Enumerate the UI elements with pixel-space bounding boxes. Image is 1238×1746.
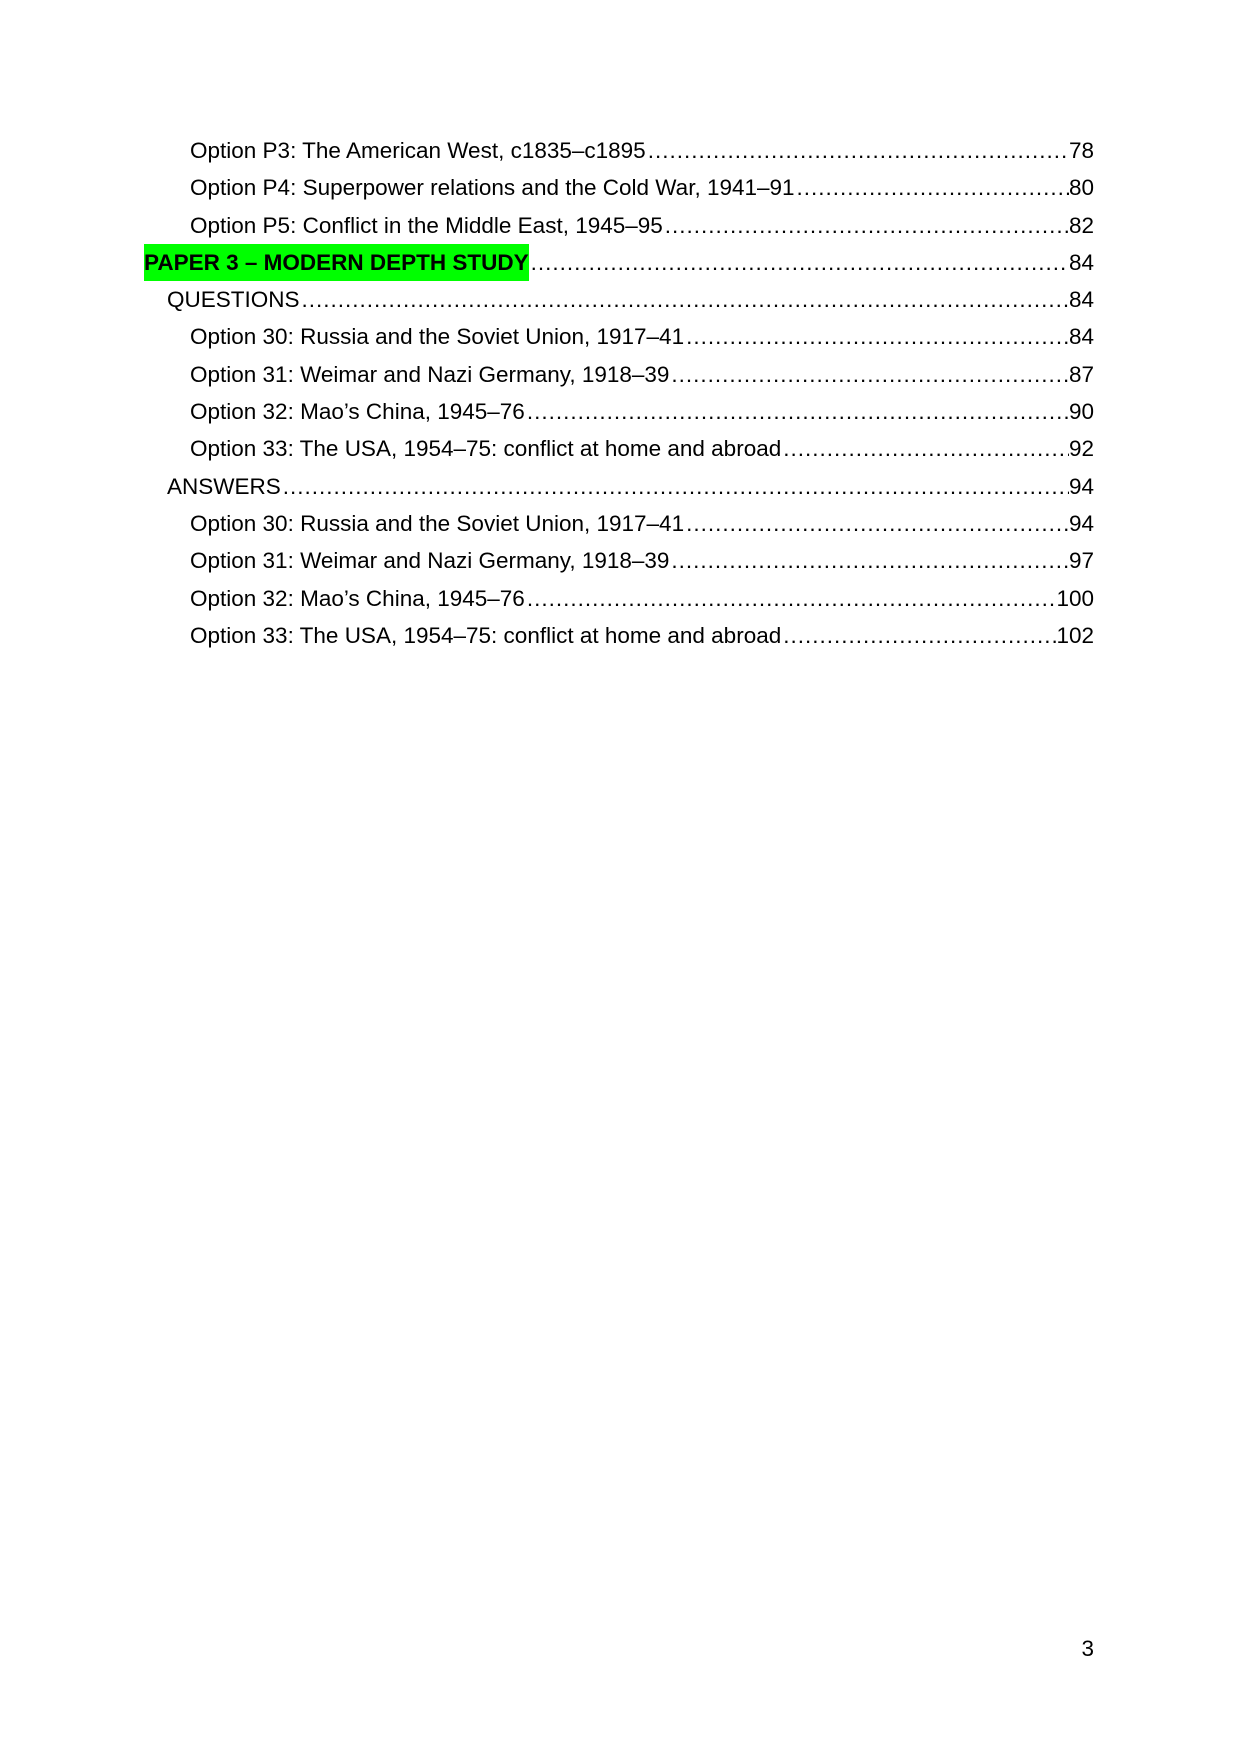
toc-entry-page: 84 xyxy=(1068,249,1094,275)
toc-entry-title: Option P3: The American West, c1835–c1895 xyxy=(190,138,646,163)
toc-entry-page: 87 xyxy=(1068,361,1094,387)
toc-section-heading: PAPER 3 – MODERN DEPTH STUDY xyxy=(144,244,529,281)
toc-entry[interactable] xyxy=(144,169,1094,206)
toc-dot-leader xyxy=(781,430,1069,467)
toc-entry[interactable] xyxy=(144,430,1094,467)
toc-dot-leader xyxy=(684,318,1069,355)
page-number: 3 xyxy=(1081,1636,1094,1661)
toc-entry-page: 90 xyxy=(1068,399,1094,425)
toc-entry-page: 84 xyxy=(1068,287,1094,313)
toc-entry-title: Option 33: The USA, 1954–75: conflict at home and abroad xyxy=(190,436,782,462)
toc-dot-leader xyxy=(795,169,1069,206)
toc-entry-page: 82 xyxy=(1068,212,1094,238)
toc-entry-title: Option 32: Mao’s China, 1945–76 xyxy=(190,399,525,425)
toc-dot-leader xyxy=(684,505,1069,542)
toc-entry[interactable] xyxy=(144,356,1094,393)
toc-entry[interactable] xyxy=(144,393,1094,430)
toc-entry-title: Option P5: Conflict in the Middle East, 1945–95 xyxy=(190,212,663,238)
toc-dot-leader xyxy=(669,356,1069,393)
toc-entry-title: Option 33: The USA, 1954–75: conflict at home and abroad xyxy=(190,622,782,648)
toc-dot-leader xyxy=(781,617,1056,654)
toc-dot-leader xyxy=(525,580,1057,617)
toc-dot-leader xyxy=(281,468,1069,505)
toc-entry[interactable] xyxy=(144,580,1094,617)
toc-dot-leader xyxy=(646,132,1069,169)
toc-dot-leader xyxy=(300,281,1069,318)
toc-entry-title: Option 31: Weimar and Nazi Germany, 1918–39 xyxy=(190,548,670,574)
toc-entry-title: Option 31: Weimar and Nazi Germany, 1918–39 xyxy=(190,361,670,387)
toc-entry[interactable] xyxy=(144,505,1094,542)
toc-entry-page: 94 xyxy=(1068,473,1094,499)
toc-entry-page: 97 xyxy=(1068,548,1094,574)
toc-entry-page: 80 xyxy=(1068,175,1094,201)
toc-dot-leader xyxy=(525,393,1069,430)
table-of-contents xyxy=(144,132,1094,654)
toc-entry[interactable] xyxy=(144,318,1094,355)
toc-entry-title: Option 32: Mao’s China, 1945–76 xyxy=(190,585,525,611)
toc-dot-leader xyxy=(663,207,1069,244)
toc-entry-paper-3[interactable] xyxy=(144,244,1094,281)
toc-entry[interactable] xyxy=(144,617,1094,654)
toc-entry[interactable] xyxy=(144,132,1094,169)
toc-entry-title: ANSWERS xyxy=(167,473,281,499)
toc-entry-page: 92 xyxy=(1068,436,1094,462)
toc-entry-title: Option 30: Russia and the Soviet Union, 1917–41 xyxy=(190,510,685,536)
toc-entry-page: 100 xyxy=(1056,585,1094,611)
toc-entry-questions[interactable] xyxy=(144,281,1094,318)
toc-entry-page: 84 xyxy=(1068,324,1094,350)
toc-entry-title: Option 30: Russia and the Soviet Union, 1917–41 xyxy=(190,324,685,350)
toc-entry-answers[interactable] xyxy=(144,468,1094,505)
toc-dot-leader xyxy=(529,244,1069,281)
toc-entry[interactable] xyxy=(144,207,1094,244)
toc-entry[interactable] xyxy=(144,542,1094,579)
toc-entry-page: 78 xyxy=(1068,138,1094,163)
toc-entry-page: 102 xyxy=(1056,622,1094,648)
toc-entry-page: 94 xyxy=(1068,510,1094,536)
toc-dot-leader xyxy=(669,542,1069,579)
toc-entry-title: Option P4: Superpower relations and the Cold War, 1941–91 xyxy=(190,175,795,201)
toc-entry-title: QUESTIONS xyxy=(167,287,300,313)
